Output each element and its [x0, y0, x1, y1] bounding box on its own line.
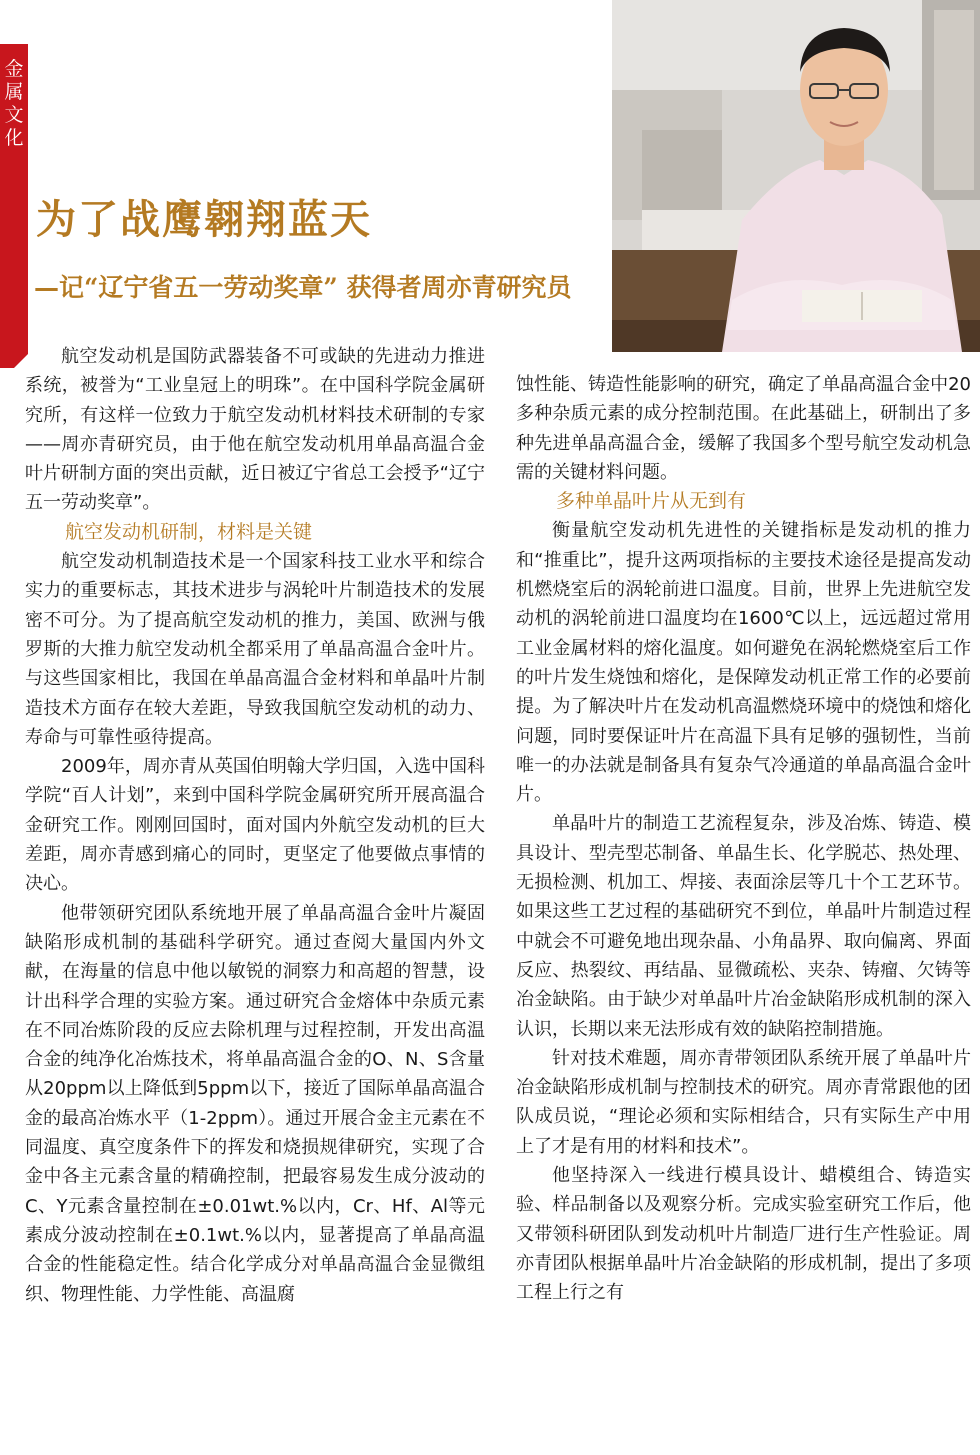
paragraph: 他带领研究团队系统地开展了单晶高温合金叶片凝固缺陷形成机制的基础科学研究。通过查阅大量国内外文献，在海量的信息中他以敏锐的洞察力和高超的智慧，设计出科学合理的实验方案。通过研究合金熔体中杂质元素在不同冶炼阶段的反应去除机理与过程控制，开发出高温合金的纯净化冶炼技术，将单晶高温合金的O、N、S含量从20ppm以上降低到5ppm以下，接近了国际单晶高温合金的最高冶炼水平（1-2ppm）。通过开展合金主元素在不同温度、真空度条件下的挥发和烧损规律研究，实现了合金中各主元素含量的精确控制，把最容易发生成分波动的C、Y元素含量控制在±0.01wt.%以内，Cr、Hf、Al等元素成分波动控制在±0.1wt.%以内，显著提高了单晶高温合金的性能稳定性。结合化学成分对单晶高温合金显微组织、物理性能、力学性能、高温腐 — [25, 902, 485, 1305]
paragraph: 他坚持深入一线进行模具设计、蜡模组合、铸造实验、样品制备以及观察分析。完成实验室研究工作后，他又带领科研团队到发动机叶片制造厂进行生产性验证。周亦青团队根据单晶叶片冶金缺陷的形成机制，提出了多项工程上行之有 — [516, 1165, 971, 1304]
section-heading-blades: 多种单晶叶片从无到有 — [556, 490, 747, 513]
paragraph: 衡量航空发动机先进性的关键指标是发动机的推力和“推重比”，提升这两项指标的主要技术途径是提高发动机燃烧室后的涡轮前进口温度。目前，世界上先进航空发动机的涡轮前进口温度均在1600℃以上，远远超过常用工业金属材料的熔化温度。如何避免在涡轮燃烧室后工作的叶片发生烧蚀和熔化，是保障发动机正常工作的必要前提。为了解决叶片在发动机高温燃烧环境中的烧蚀和熔化问题，同时要保证叶片在高温下具有足够的强韧性，当前唯一的办法就是制备具有复杂气冷通道的单晶高温合金叶片。 — [516, 520, 971, 806]
section-heading-materials: 航空发动机研制，材料是关键 — [65, 520, 313, 543]
paragraph: 针对技术难题，周亦青带领团队系统开展了单晶叶片冶金缺陷形成机制与控制技术的研究。周亦青常跟他的团队成员说，“理论必须和实际相结合，只有实际生产中用上了才是有用的材料和技术”。 — [516, 1047, 971, 1157]
article-subtitle: —记“辽宁省五一劳动奖章” 获得者周亦青研究员 — [34, 273, 572, 302]
section-tab — [0, 44, 28, 354]
paragraph: 航空发动机是国防武器装备不可或缺的先进动力推进系统，被誉为“工业皇冠上的明珠”。在中国科学院金属研究所，有这样一位致力于航空发动机材料技术研制的专家——周亦青研究员，由于他在航空发动机用单晶高温合金叶片研制方面的突出贡献，近日被辽宁省总工会授予“辽宁五一劳动奖章”。 — [25, 346, 485, 514]
article-title: 为了战鹰翱翔蓝天 — [36, 196, 372, 243]
portrait-illustration — [612, 0, 980, 352]
left-column — [25, 342, 485, 1309]
paragraph: 单晶叶片的制造工艺流程复杂，涉及冶炼、铸造、模具设计、型壳型芯制备、单晶生长、化学脱芯、热处理、无损检测、机加工、焊接、表面涂层等几十个工艺环节。如果这些工艺过程的基础研究不到位，单晶叶片制造过程中就会不可避免地出现杂晶、小角晶界、取向偏离、界面反应、热裂纹、再结晶、显微疏松、夹杂、铸瘤、欠铸等冶金缺陷。由于缺少对单晶叶片冶金缺陷形成机制的深入认识，长期以来无法形成有效的缺陷控制措施。 — [516, 813, 971, 1040]
section-tab-label: 金属文化 — [4, 58, 24, 149]
portrait-photo — [612, 0, 980, 352]
section-tab-notch — [0, 354, 28, 368]
right-column — [516, 370, 971, 1308]
paragraph: 2009年，周亦青从英国伯明翰大学归国，入选中国科学院“百人计划”，来到中国科学院金属研究所开展高温合金研究工作。刚刚回国时，面对国内外航空发动机的巨大差距，周亦青感到痛心的同时，更坚定了他要做点事情的决心。 — [25, 756, 485, 895]
paragraph-continued: 蚀性能、铸造性能影响的研究，确定了单晶高温合金中20多种杂质元素的成分控制范围。在此基础上，研制出了多种先进单晶高温合金，缓解了我国多个型号航空发动机急需的关键材料问题。 — [516, 374, 971, 483]
paragraph: 航空发动机制造技术是一个国家科技工业水平和综合实力的重要标志，其技术进步与涡轮叶片制造技术的发展密不可分。为了提高航空发动机的推力，美国、欧洲与俄罗斯的大推力航空发动机全都采用了单晶高温合金叶片。与这些国家相比，我国在单晶高温合金材料和单晶叶片制造技术方面存在较大差距，导致我国航空发动机的动力、寿命与可靠性亟待提高。 — [25, 551, 485, 748]
